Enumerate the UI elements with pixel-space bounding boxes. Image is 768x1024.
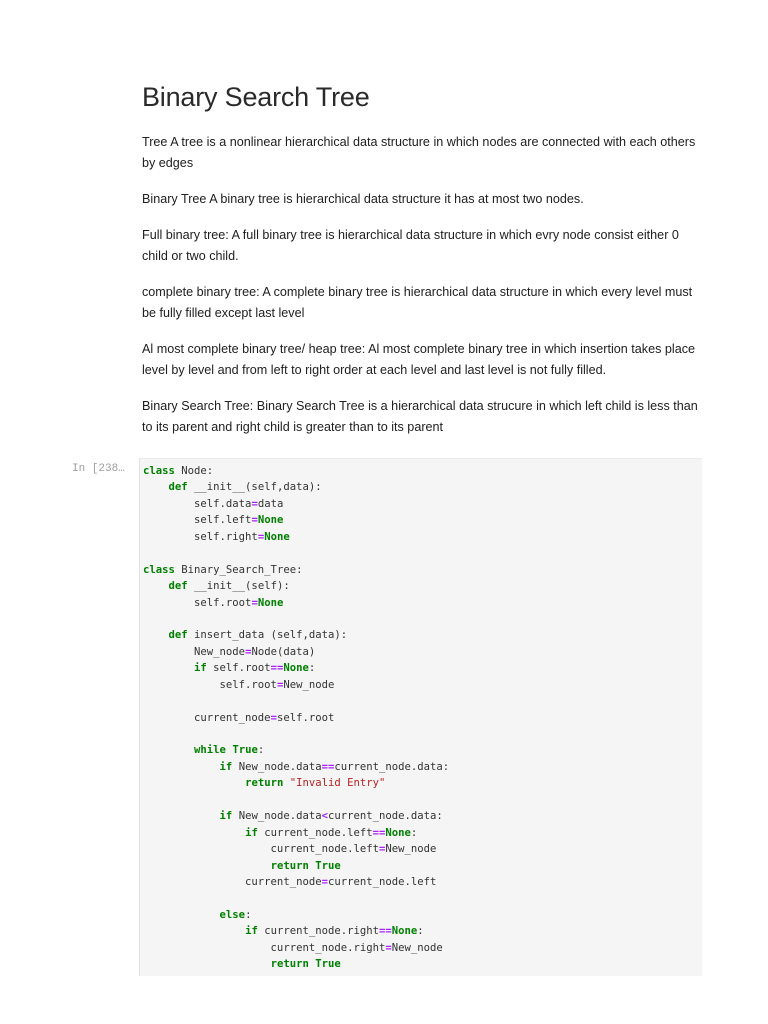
code-line: [143, 595, 702, 611]
code-text: New_node: [283, 678, 335, 691]
code-token-op: =: [385, 941, 392, 954]
code-text: [143, 481, 169, 493]
code-text: self.left: [143, 514, 252, 527]
code-line: [143, 923, 702, 939]
code-text: self.root: [143, 596, 252, 609]
code-token-kw: class: [143, 563, 175, 576]
code-text: __init__(self):: [187, 580, 290, 593]
code-text: :: [308, 662, 316, 675]
code-line: [143, 742, 702, 758]
code-text: [143, 925, 245, 937]
code-line: [143, 529, 702, 545]
code-line: [143, 693, 702, 709]
code-text: [143, 958, 271, 970]
code-line: [143, 726, 702, 742]
code-token-kw: return: [270, 859, 309, 872]
code-line: [143, 825, 702, 841]
code-token-kw: else: [219, 908, 246, 921]
code-cell[interactable]: [139, 458, 702, 976]
paragraph-full-binary-tree: Full binary tree: A full binary tree is hierarchical data structure in which evry node consist either 0 child or two child.: [142, 228, 679, 263]
code-token-op: =: [245, 645, 252, 658]
code-token-kc: None: [391, 925, 418, 938]
code-token-kw: if: [194, 662, 207, 675]
code-line: [143, 660, 702, 676]
code-block[interactable]: [140, 459, 702, 973]
code-text: __init__(self,data):: [187, 481, 322, 494]
code-line: [143, 562, 702, 578]
code-token-op: ==: [372, 826, 386, 839]
code-text: current_node.left: [143, 843, 379, 856]
code-token-kw: if: [219, 810, 233, 823]
paragraph-binary-tree: Binary Tree A binary tree is hierarchical data structure it has at most two nodes.: [142, 192, 584, 206]
code-text: New_node: [391, 941, 443, 954]
code-text: current_node.data:: [328, 810, 443, 823]
code-text: :: [245, 908, 252, 921]
code-text: [143, 580, 169, 592]
code-text: :: [417, 925, 424, 938]
paragraph-binary-search-tree: Binary Search Tree: Binary Search Tree is a hierarchical data strucure in which left child is less than to its parent and right child is greater than to its parent: [142, 399, 698, 434]
code-token-op: ==: [379, 925, 392, 938]
code-line: [143, 611, 702, 627]
code-token-kw: return: [270, 958, 309, 971]
code-text: [143, 810, 220, 822]
code-text: self.root: [276, 711, 335, 724]
code-token-op: =: [321, 875, 328, 888]
code-line: [143, 940, 702, 956]
code-token-kw: def: [168, 481, 188, 494]
code-text: New_node: [385, 843, 437, 856]
code-line: [143, 890, 702, 906]
code-text: Node:: [174, 465, 214, 477]
code-line: [143, 907, 702, 923]
code-text: self.root: [143, 678, 277, 691]
code-token-op: <: [321, 810, 328, 823]
code-token-op: =: [257, 530, 265, 543]
code-line: [143, 808, 702, 824]
code-text: [143, 827, 245, 839]
code-token-kw: if: [245, 925, 258, 938]
code-token-op: =: [251, 497, 258, 510]
code-token-kw: def: [168, 580, 188, 593]
code-line: [143, 710, 702, 726]
code-token-kc: None: [257, 514, 284, 527]
code-token-op: =: [379, 843, 386, 856]
code-token-kw: if: [245, 826, 258, 839]
code-token-op: =: [276, 678, 284, 691]
code-text: self.root: [206, 662, 271, 675]
code-token-kc: True: [315, 958, 341, 971]
code-token-kc: True: [315, 859, 341, 872]
code-text: Binary_Search_Tree:: [174, 563, 303, 576]
code-text: current_node.right: [143, 941, 386, 954]
code-text: New_node: [143, 645, 246, 658]
code-line: [143, 479, 702, 495]
code-line: [143, 463, 702, 479]
code-line: [143, 496, 702, 512]
code-line: [143, 545, 702, 561]
code-line: [143, 644, 702, 660]
code-text: current_node: [143, 875, 322, 888]
code-text: current_node.left: [257, 826, 373, 839]
code-line: [143, 874, 702, 890]
code-token-kc: None: [385, 826, 411, 839]
code-text: [143, 744, 194, 756]
code-token-kw: while: [194, 744, 226, 757]
code-text: :: [410, 826, 418, 839]
page-title: Binary Search Tree: [142, 82, 370, 112]
code-line: [143, 775, 702, 791]
code-text: Node(data): [251, 645, 316, 658]
code-line: [143, 512, 702, 528]
cell-prompt: In [238…: [72, 463, 125, 475]
code-text: self.data: [143, 497, 252, 510]
code-text: [143, 860, 271, 872]
code-text: [143, 629, 169, 641]
code-token-kw: if: [219, 760, 233, 773]
code-token-kc: None: [264, 530, 290, 543]
code-line: [143, 858, 702, 874]
code-token-kw: return: [245, 777, 284, 790]
code-text: insert_data (self,data):: [187, 629, 348, 642]
code-text: current_node.right: [257, 925, 380, 938]
code-token-str: "Invalid Entry": [289, 777, 386, 790]
code-text: current_node.left: [327, 875, 437, 888]
code-line: [143, 677, 702, 693]
code-text: New_node.data: [232, 810, 322, 823]
paragraph-almost-complete-tree: Al most complete binary tree/ heap tree: Al most complete binary tree in which insertion takes place level by level and from left to right order at each level and last level is not fully filled.: [142, 342, 695, 377]
code-text: data: [257, 497, 284, 510]
code-token-kw: class: [143, 465, 175, 477]
code-token-kc: True: [232, 744, 258, 757]
code-token-kc: None: [257, 596, 284, 609]
code-token-op: =: [251, 514, 258, 527]
code-text: [143, 662, 194, 674]
code-line: [143, 956, 702, 972]
markdown-cell: [142, 82, 702, 453]
code-line: [143, 759, 702, 775]
code-line: [143, 841, 702, 857]
code-line: [143, 792, 702, 808]
code-text: current_node: [143, 711, 271, 724]
code-text: :: [257, 744, 265, 757]
code-token-op: =: [270, 711, 277, 724]
code-token-op: ==: [270, 662, 284, 675]
code-token-op: =: [251, 596, 258, 609]
code-token-kc: None: [283, 662, 309, 675]
code-token-op: ==: [321, 760, 335, 773]
code-token-kw: def: [168, 629, 188, 642]
code-text: New_node.data: [232, 760, 322, 773]
paragraph-tree: Tree A tree is a nonlinear hierarchical data structure in which nodes are connected with each others by edges: [142, 135, 696, 170]
code-text: [143, 777, 245, 789]
code-text: self.right: [143, 530, 258, 543]
code-line: [143, 627, 702, 643]
code-text: current_node.data:: [334, 760, 450, 773]
code-line: [143, 578, 702, 594]
paragraph-complete-binary-tree: complete binary tree: A complete binary tree is hierarchical data structure in which every level must be fully filled except last level: [142, 285, 693, 320]
code-text: [143, 909, 220, 921]
code-text: [143, 761, 220, 773]
